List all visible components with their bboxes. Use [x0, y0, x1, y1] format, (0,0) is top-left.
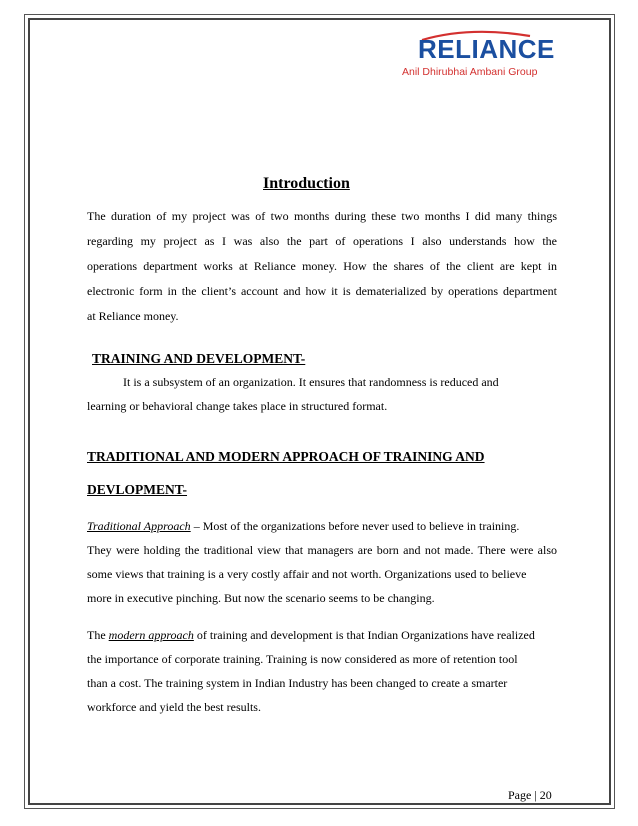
reliance-logo [400, 34, 560, 80]
traditional-approach-label: Traditional Approach [87, 519, 191, 533]
modern-first-line [87, 628, 535, 643]
intro-line: operations department works at Reliance money. How the shares of the client are kept in [87, 259, 557, 273]
intro-line: electronic form in the client’s account and how it is dematerialized by operations department [87, 284, 557, 298]
logo-brand-text: RELIANCE [418, 34, 555, 64]
training-heading: TRAINING AND DEVELOPMENT- [92, 351, 306, 366]
approach-heading-line2: DEVLOPMENT- [87, 482, 188, 497]
intro-line: at Reliance money. [87, 309, 179, 323]
modern-line: workforce and yield the best results. [87, 700, 261, 714]
modern-prefix: The [87, 628, 109, 642]
training-line: It is a subsystem of an organization. It ensures that randomness is reduced and [123, 375, 499, 389]
training-line: learning or behavioral change takes place in structured format. [87, 399, 388, 413]
modern-approach-label: modern approach [108, 628, 194, 642]
traditional-line: They were holding the traditional view that managers are born and not made. There were also [87, 543, 557, 557]
intro-line: regarding my project as I was also the part of operations I also understands how the [87, 234, 557, 248]
logo-group-text: Anil Dhirubhai Ambani Group [402, 66, 538, 78]
traditional-line: more in executive pinching. But now the scenario seems to be changing. [87, 591, 435, 605]
traditional-line: some views that training is a very costly affair and not worth. Organizations used to believe [87, 567, 527, 581]
page-title: Introduction [263, 175, 350, 192]
traditional-first-text: – Most of the organizations before never used to believe in training. [190, 519, 520, 533]
approach-heading-line1: TRADITIONAL AND MODERN APPROACH OF TRAINING AND [87, 449, 485, 464]
modern-first-text: of training and development is that Indian Organizations have realized [193, 628, 535, 642]
page-number: Page | 20 [508, 788, 552, 802]
traditional-first-line [87, 519, 519, 534]
modern-line: the importance of corporate training. Training is now considered as more of retention tool [87, 652, 518, 666]
modern-line: than a cost. The training system in Indian Industry has been changed to create a smarter [87, 676, 508, 690]
intro-line: The duration of my project was of two months during these two months I did many things [87, 209, 557, 223]
